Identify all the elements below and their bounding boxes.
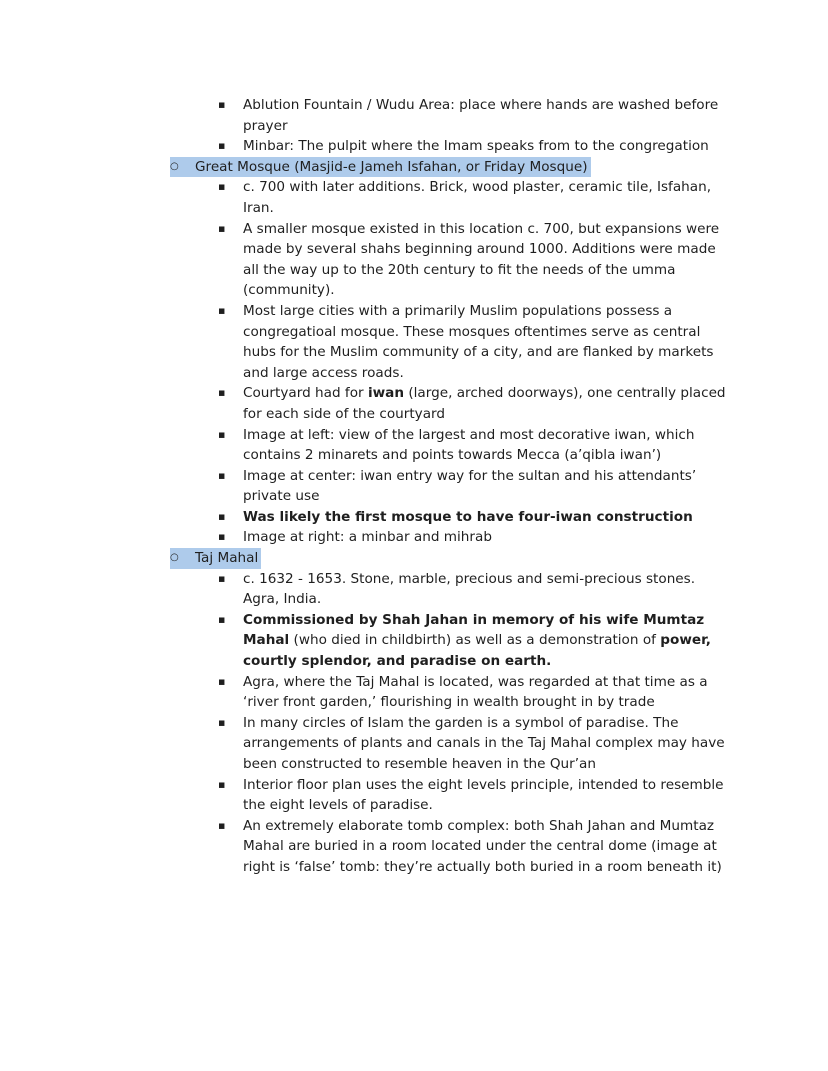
item-text-segment: An extremely elaborate tomb complex: both Shah Jahan and Mumtaz Mahal are buried in a room located under the central dome (image at right is ‘false’ tomb: they’re actually both buried in a room beneath it): [243, 817, 722, 875]
list-item: [218, 301, 735, 383]
item-text-segment: Image at right: a minbar and mihrab: [243, 529, 492, 546]
item-text-segment: (large, arched doorways), one centrally placed for each side of the courtyard: [243, 385, 726, 422]
outline-item: [0, 610, 828, 672]
item-text: [243, 301, 735, 383]
outline-item: [0, 95, 828, 136]
square-bullet-icon: ▪: [218, 612, 226, 626]
item-text-segment: Most large cities with a primarily Muslim populations possess a congregatioal mosque. These mosques oftentimes serve as central hubs for the Muslim community of a city, and are flanked by markets and large access roads.: [243, 302, 714, 381]
item-text: [243, 672, 735, 713]
square-bullet-icon: ▪: [218, 530, 226, 544]
item-text-segment: Image at center: iwan entry way for the sultan and his attendants’ private use: [243, 467, 697, 505]
list-item: [218, 775, 735, 816]
item-text: [243, 95, 735, 136]
item-text: [243, 816, 735, 878]
item-text-segment: In many circles of Islam the garden is a symbol of paradise. The arrangements of plants and canals in the Taj Mahal complex may have been constructed to resemble heaven in the Qur’an: [243, 714, 725, 772]
item-text: [243, 177, 735, 218]
square-bullet-icon: ▪: [218, 571, 226, 585]
item-text: [243, 610, 735, 672]
item-text-segment: Great Mosque (Masjid-e Jameh Isfahan, or Friday Mosque): [195, 158, 588, 175]
outline-item: [0, 466, 828, 507]
list-item: [218, 95, 735, 136]
circle-bullet-icon: ○: [170, 160, 179, 172]
list-item: [218, 610, 735, 672]
outline-item: [0, 425, 828, 466]
item-text: [195, 157, 588, 178]
square-bullet-icon: ▪: [218, 98, 226, 111]
list-item: [218, 507, 735, 528]
square-bullet-icon: ▪: [218, 674, 226, 688]
document-outline: [0, 95, 828, 878]
list-item: [170, 157, 591, 178]
square-bullet-icon: ▪: [218, 303, 226, 317]
item-text-bold-segment: Was likely the first mosque to have four-iwan construction: [243, 508, 693, 525]
item-text: [243, 219, 735, 301]
square-bullet-icon: ▪: [218, 509, 226, 523]
outline-item: [0, 383, 828, 424]
list-item: [218, 466, 735, 507]
square-bullet-icon: ▪: [218, 715, 226, 729]
item-text-bold-segment: power, courtly splendor, and paradise on earth.: [243, 632, 711, 670]
outline-item: [0, 713, 828, 775]
square-bullet-icon: ▪: [218, 427, 226, 441]
item-text: [243, 527, 735, 548]
outline-item: [0, 527, 828, 548]
list-item: [218, 713, 735, 775]
item-text: [243, 383, 735, 424]
item-text-segment: Image at left: view of the largest and most decorative iwan, which contains 2 minarets and points towards Mecca (a’qibla iwan’): [243, 426, 695, 464]
item-text: [195, 548, 258, 569]
outline-item: [0, 507, 828, 528]
item-text: [243, 569, 735, 610]
list-item: [218, 383, 735, 424]
item-text: [243, 466, 735, 507]
list-item: [218, 219, 735, 301]
outline-heading: [0, 548, 828, 569]
item-text-segment: (who died in childbirth) as well as a demonstration of: [289, 632, 661, 649]
square-bullet-icon: ▪: [218, 221, 226, 235]
square-bullet-icon: ▪: [218, 468, 226, 482]
outline-item: [0, 136, 828, 157]
item-text-segment: Courtyard had for: [243, 385, 368, 402]
list-item: [218, 527, 735, 548]
list-item: [218, 425, 735, 466]
item-text-segment: Taj Mahal: [195, 550, 259, 567]
item-text: [243, 507, 735, 528]
outline-item: [0, 816, 828, 878]
outline-item: [0, 775, 828, 816]
outline-item: [0, 672, 828, 713]
item-text: [243, 775, 735, 816]
outline-item: [0, 219, 828, 301]
item-text: [243, 425, 735, 466]
square-bullet-icon: ▪: [218, 818, 226, 832]
outline-item: [0, 301, 828, 383]
list-item: [170, 548, 261, 569]
list-item: [218, 816, 735, 878]
item-text-segment: A smaller mosque existed in this location c. 700, but expansions were made by several shahs beginning around 1000. Additions were made all the way up to the 20th century to fit the needs of the umma (community).: [243, 220, 720, 299]
list-item: [218, 177, 735, 218]
list-item: [218, 136, 735, 157]
item-text: [243, 713, 735, 775]
list-item: [218, 569, 735, 610]
outline-heading: [0, 157, 828, 178]
square-bullet-icon: ▪: [218, 180, 226, 194]
item-text: [243, 136, 735, 157]
item-text-segment: c. 1632 - 1653. Stone, marble, precious and semi-precious stones. Agra, India.: [243, 570, 696, 608]
outline-item: [0, 177, 828, 218]
circle-bullet-icon: ○: [170, 552, 179, 564]
square-bullet-icon: ▪: [218, 139, 226, 153]
item-text-segment: Minbar: The pulpit where the Imam speaks from to the congregation: [243, 138, 709, 155]
outline-item: [0, 569, 828, 610]
square-bullet-icon: ▪: [218, 386, 226, 400]
item-text-bold-segment: Commissioned by Shah Jahan in memory of his wife Mumtaz Mahal: [243, 611, 705, 649]
item-text-segment: Agra, where the Taj Mahal is located, was regarded at that time as a ‘river front garden,’ flourishing in wealth brought in by trade: [243, 673, 708, 711]
item-text-bold-segment: iwan: [367, 385, 405, 402]
square-bullet-icon: ▪: [218, 777, 226, 791]
item-text-segment: Ablution Fountain / Wudu Area: place where hands are washed before prayer: [243, 97, 719, 134]
list-item: [218, 672, 735, 713]
item-text-segment: Interior floor plan uses the eight levels principle, intended to resemble the eight levels of paradise.: [243, 776, 724, 814]
item-text-segment: c. 700 with later additions. Brick, wood plaster, ceramic tile, Isfahan, Iran.: [243, 179, 712, 216]
